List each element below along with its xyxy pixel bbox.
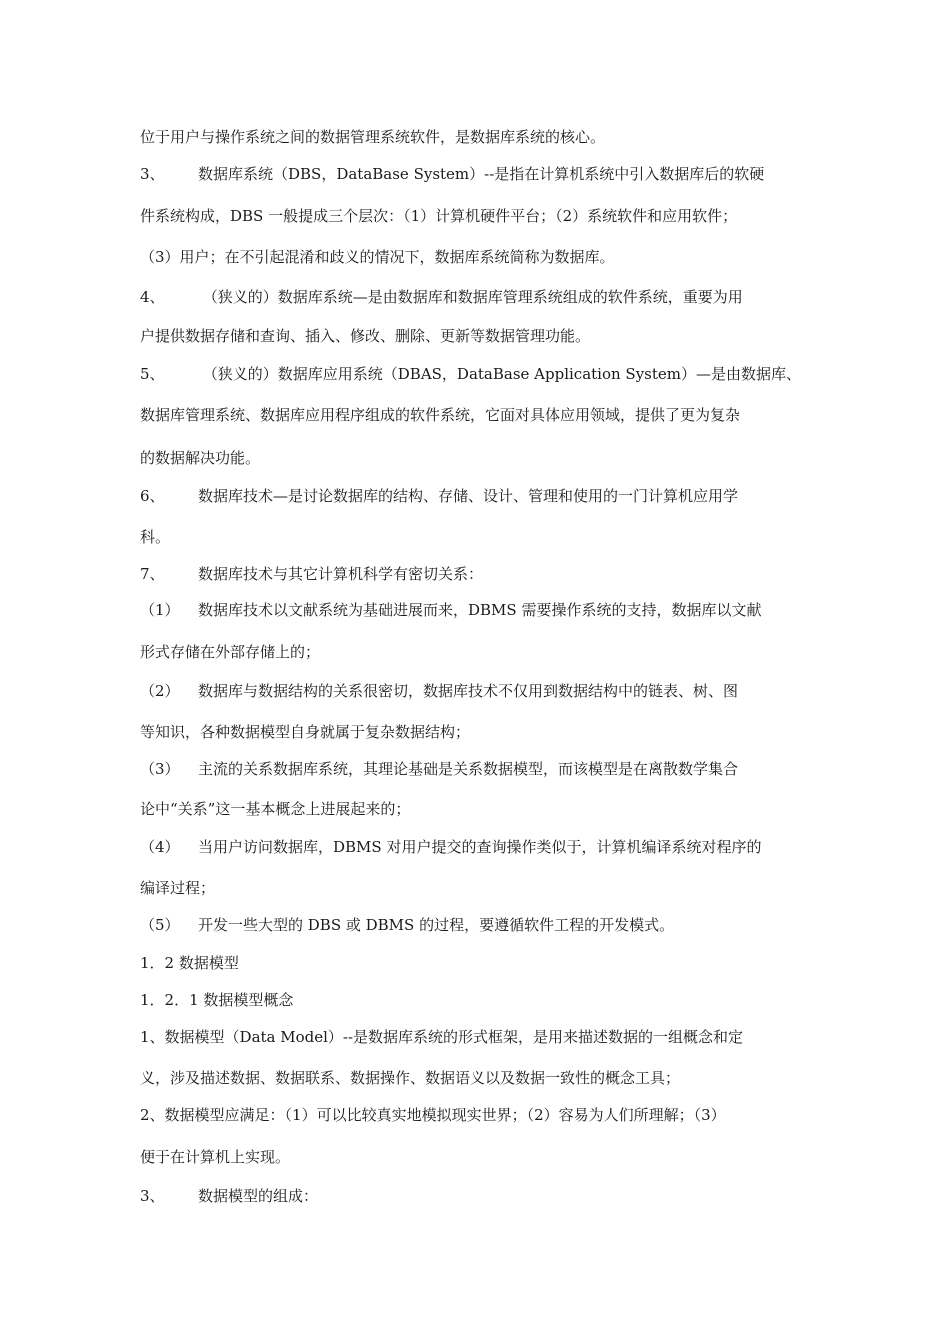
item-number: （4） [140,838,180,856]
subsection-heading: 1．2．1 数据模型概念 [140,991,294,1009]
section-heading: 1．2 数据模型 [140,954,239,972]
text-line: 6、 数据库技术—是讨论数据库的结构、存储、设计、管理和使用的一门计算机应用学 [140,487,739,505]
item-number: （5） [140,916,180,934]
text-line: 便于在计算机上实现。 [140,1148,291,1166]
item-number: 3、 [140,1187,165,1205]
text-line: （4） 当用户访问数据库，DBMS 对用户提交的查询操作类似于，计算机编译系统对程序的 [140,838,762,856]
text-line: 7、 数据库技术与其它计算机科学有密切关系： [140,565,484,583]
item-number: 3、 [140,165,165,183]
text-line: 3、 数据模型的组成： [140,1187,319,1205]
text-line: 科。 [140,528,171,546]
text-line: （3） 主流的关系数据库系统，其理论基础是关系数据模型，而该模型是在离散数学集合 [140,760,739,778]
item-number: 6、 [140,487,165,505]
text-line: 4、 （狭义的）数据库系统—是由数据库和数据库管理系统组成的软件系统，重要为用 [140,288,743,306]
text-line: （3）用户；在不引起混淆和歧义的情况下，数据库系统简称为数据库。 [140,248,615,266]
text-line: 的数据解决功能。 [140,449,261,467]
text-line: （1） 数据库技术以文献系统为基础进展而来，DBMS 需要操作系统的支持，数据库以文献 [140,601,762,619]
text-line: 件系统构成，DBS 一般提成三个层次：（1）计算机硬件平台；（2）系统软件和应用软件； [140,207,738,225]
text-line: 编译过程； [140,879,216,897]
text-line: 论中“关系”这一基本概念上进展起来的； [140,800,411,818]
text-line: 5、 （狭义的）数据库应用系统（DBAS，DataBase Application System）—是由数据库、 [140,365,802,383]
text-line: 位于用户与操作系统之间的数据管理系统软件，是数据库系统的核心。 [140,128,606,146]
text-line: （2） 数据库与数据结构的关系很密切，数据库技术不仅用到数据结构中的链表、树、图 [140,682,739,700]
item-number: （1） [140,601,180,619]
text-line: （5） 开发一些大型的 DBS 或 DBMS 的过程，要遵循软件工程的开发模式。 [140,916,675,934]
text-line: 义，涉及描述数据、数据联系、数据操作、数据语义以及数据一致性的概念工具； [140,1069,681,1087]
item-number: （3） [140,760,180,778]
item-number: 7、 [140,565,165,583]
text-line: 形式存储在外部存储上的； [140,643,321,661]
item-number: 5、 [140,365,165,383]
text-line: 2、数据模型应满足：（1）可以比较真实地模拟现实世界；（2）容易为人们所理解；（3） [140,1106,726,1124]
text-line: 等知识，各种数据模型自身就属于复杂数据结构； [140,723,471,741]
text-line: 3、 数据库系统（DBS，DataBase System）--是指在计算机系统中引入数据库后的软硬 [140,165,765,183]
text-line: 1、数据模型（Data Model）--是数据库系统的形式框架，是用来描述数据的一组概念和定 [140,1028,744,1046]
text-line: 数据库管理系统、数据库应用程序组成的软件系统，它面对具体应用领域，提供了更为复杂 [140,406,741,424]
item-number: 4、 [140,288,165,306]
text-line: 户提供数据存储和查询、插入、修改、删除、更新等数据管理功能。 [140,327,591,345]
item-number: （2） [140,682,180,700]
